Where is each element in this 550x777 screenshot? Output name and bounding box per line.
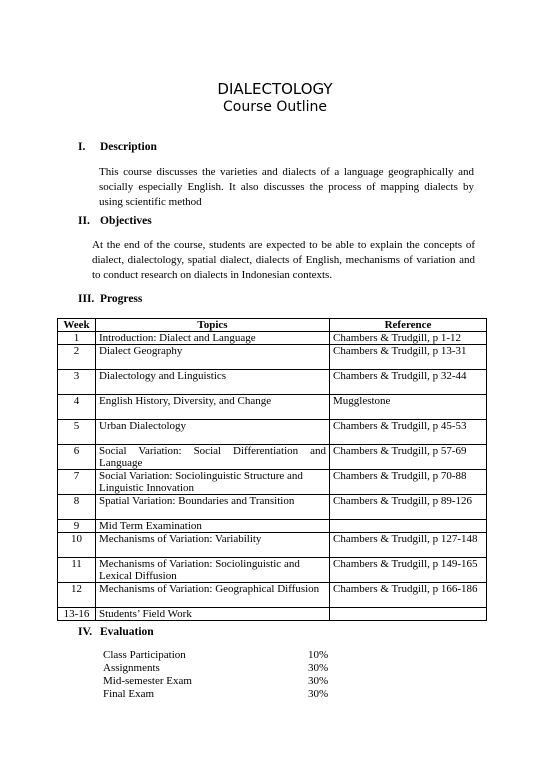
week-cell: 4 xyxy=(58,395,96,420)
evaluation-label: Assignments xyxy=(103,662,160,674)
evaluation-item xyxy=(103,675,343,688)
section-number: II. xyxy=(78,215,90,227)
topic-cell: Students’ Field Work xyxy=(96,608,330,621)
table-row xyxy=(58,445,487,470)
week-cell: 7 xyxy=(58,470,96,495)
column-header-topics: Topics xyxy=(96,319,330,332)
table-row xyxy=(58,608,487,621)
topic-cell: Spatial Variation: Boundaries and Transition xyxy=(96,495,330,520)
evaluation-weight: 10% xyxy=(308,649,329,661)
objectives-text: At the end of the course, students are expected to be able to explain the concepts of dialect, dialectology, spatial dialect, dialects of English, mechanisms of variation and to conduct research on dialects in Indonesian contexts. xyxy=(92,239,475,281)
week-cell: 8 xyxy=(58,495,96,520)
week-cell: 11 xyxy=(58,558,96,583)
reference-cell: Chambers & Trudgill, p 32-44 xyxy=(330,370,487,395)
reference-cell: Mugglestone xyxy=(330,395,487,420)
reference-cell: Chambers & Trudgill, p 57-69 xyxy=(330,445,487,470)
section-title: Evaluation xyxy=(100,626,154,638)
topic-cell: Mechanisms of Variation: Geographical Diffusion xyxy=(96,583,330,608)
evaluation-list xyxy=(103,649,343,701)
section-heading-description xyxy=(78,141,157,153)
section-title: Objectives xyxy=(100,215,152,227)
evaluation-item xyxy=(103,649,343,662)
section-heading-objectives xyxy=(78,215,152,227)
reference-cell: Chambers & Trudgill, p 127-148 xyxy=(330,533,487,558)
evaluation-item xyxy=(103,662,343,675)
topic-cell: Urban Dialectology xyxy=(96,420,330,445)
week-cell: 10 xyxy=(58,533,96,558)
table-row xyxy=(58,370,487,395)
section-heading-evaluation xyxy=(78,626,154,638)
column-header-week: Week xyxy=(58,319,96,332)
week-cell: 13-16 xyxy=(58,608,96,621)
topic-cell: Mid Term Examination xyxy=(96,520,330,533)
table-header-row xyxy=(58,319,487,332)
evaluation-weight: 30% xyxy=(308,688,329,700)
table-row xyxy=(58,520,487,533)
topic-cell: Social Variation: Sociolinguistic Structure and Linguistic Innovation xyxy=(96,470,330,495)
description-text: This course discusses the varieties and dialects of a language geographically and socially especially English. It also discusses the process of mapping dialects by using scientific method xyxy=(99,166,474,208)
section-title: Description xyxy=(100,141,157,153)
reference-cell: Chambers & Trudgill, p 45-53 xyxy=(330,420,487,445)
week-cell: 3 xyxy=(58,370,96,395)
topic-cell: Mechanisms of Variation: Sociolinguistic and Lexical Diffusion xyxy=(96,558,330,583)
table-row xyxy=(58,558,487,583)
title-line-1: DIALECTOLOGY xyxy=(217,80,333,98)
table-row xyxy=(58,495,487,520)
reference-cell: Chambers & Trudgill, p 149-165 xyxy=(330,558,487,583)
week-cell: 5 xyxy=(58,420,96,445)
evaluation-weight: 30% xyxy=(308,662,329,674)
reference-cell: Chambers & Trudgill, p 70-88 xyxy=(330,470,487,495)
section-number: III. xyxy=(78,293,95,305)
week-cell: 9 xyxy=(58,520,96,533)
evaluation-label: Final Exam xyxy=(103,688,155,700)
week-cell: 1 xyxy=(58,332,96,345)
topic-cell: Mechanisms of Variation: Variability xyxy=(96,533,330,558)
week-cell: 6 xyxy=(58,445,96,470)
reference-cell: Chambers & Trudgill, p 89-126 xyxy=(330,495,487,520)
evaluation-label: Mid-semester Exam xyxy=(103,675,192,687)
section-heading-progress xyxy=(78,293,142,305)
table-row xyxy=(58,420,487,445)
evaluation-label: Class Participation xyxy=(103,649,186,661)
reference-cell: Chambers & Trudgill, p 1-12 xyxy=(330,332,487,345)
table-row xyxy=(58,332,487,345)
topic-cell: Dialect Geography xyxy=(96,345,330,370)
table-row xyxy=(58,395,487,420)
evaluation-weight: 30% xyxy=(308,675,329,687)
topic-cell: Social Variation: Social Differentiation and Language xyxy=(96,445,330,470)
column-header-reference: Reference xyxy=(330,319,487,332)
reference-cell: Chambers & Trudgill, p 166-186 xyxy=(330,583,487,608)
section-number: I. xyxy=(78,141,86,153)
topic-cell: English History, Diversity, and Change xyxy=(96,395,330,420)
table-row xyxy=(58,345,487,370)
section-title: Progress xyxy=(100,293,143,305)
week-cell: 12 xyxy=(58,583,96,608)
title-line-2: Course Outline xyxy=(223,99,327,115)
topic-cell: Introduction: Dialect and Language xyxy=(96,332,330,345)
table-row xyxy=(58,533,487,558)
reference-cell xyxy=(330,608,487,621)
table-row xyxy=(58,470,487,495)
document-title xyxy=(0,80,550,116)
section-number: IV. xyxy=(78,626,93,638)
reference-cell xyxy=(330,520,487,533)
reference-cell: Chambers & Trudgill, p 13-31 xyxy=(330,345,487,370)
progress-table xyxy=(57,318,487,621)
topic-cell: Dialectology and Linguistics xyxy=(96,370,330,395)
table-row xyxy=(58,583,487,608)
week-cell: 2 xyxy=(58,345,96,370)
evaluation-item xyxy=(103,688,343,701)
